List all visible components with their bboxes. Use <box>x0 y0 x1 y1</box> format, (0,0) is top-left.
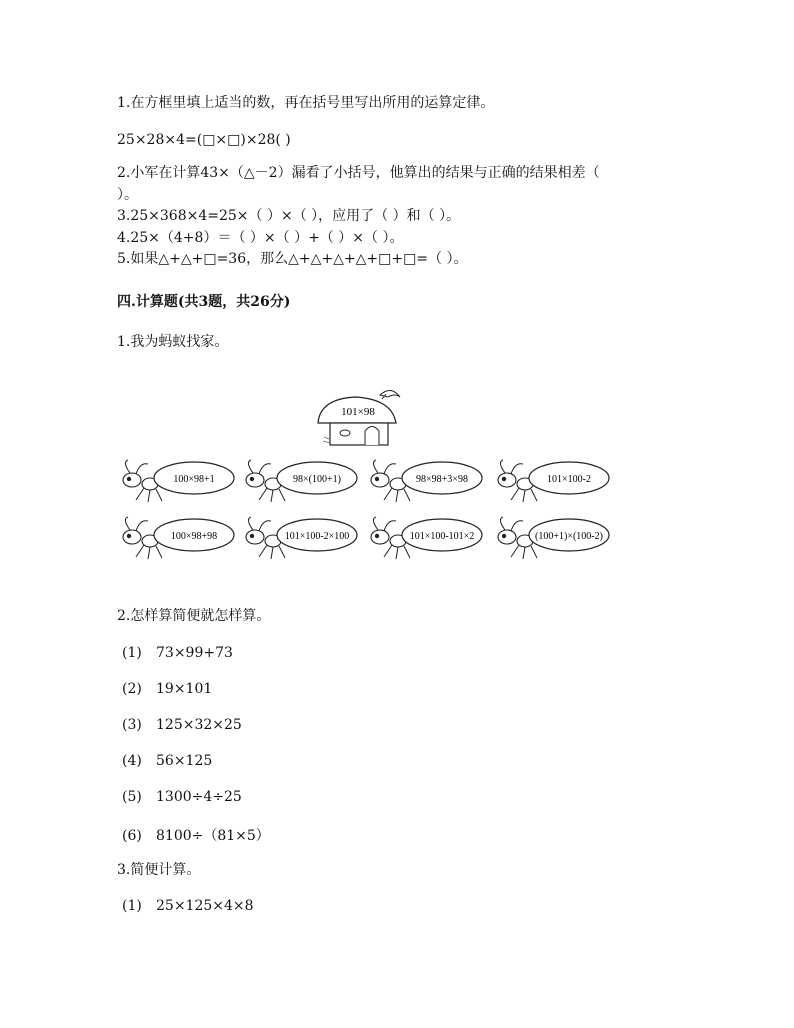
calc-item <box>122 681 212 697</box>
item-number: (1) <box>122 645 142 661</box>
calc-question-3-title: 3.简便计算。 <box>117 862 201 878</box>
calc-item <box>122 645 233 661</box>
ant-figure <box>246 517 357 559</box>
calc-item <box>122 753 212 769</box>
item-number: (2) <box>122 681 142 697</box>
item-number: (1) <box>122 898 142 914</box>
question-3-text: 3.25×368×4=25×（ ）×（ ），应用了（ ）和（ ）。 <box>117 208 461 224</box>
ant-expression: (100+1)×(100-2) <box>535 531 603 542</box>
ant-expression: 98×(100+1) <box>293 474 341 485</box>
item-expression: 73×99+73 <box>156 645 233 661</box>
item-number: (6) <box>122 828 142 844</box>
question-2-text: 2.小军在计算43×（△－2）漏看了小括号，他算出的结果与正确的结果相差（ <box>117 165 600 181</box>
question-1-instruction: 1.在方框里填上适当的数，再在括号里写出所用的运算定律。 <box>117 95 495 111</box>
item-number: (5) <box>122 789 142 805</box>
ant-figure <box>371 517 482 559</box>
ant-figure <box>498 517 609 559</box>
question-1-equation: 25×28×4=(□×□)×28( ) <box>117 132 291 148</box>
calc-item <box>122 825 270 845</box>
ant-figure <box>371 460 482 502</box>
item-number: (4) <box>122 753 142 769</box>
mushroom-house-icon <box>318 390 400 445</box>
calc-question-2-title: 2.怎样算简便就怎样算。 <box>117 608 271 624</box>
item-number: (3) <box>122 717 142 733</box>
ant-figure <box>498 460 609 502</box>
item-expression: 19×101 <box>156 681 213 697</box>
calc-item <box>122 789 242 805</box>
ant-house-figure <box>110 385 640 580</box>
ant-expression: 100×98+1 <box>173 474 215 485</box>
item-expression: 125×32×25 <box>156 717 242 733</box>
ant-expression: 101×100-2×100 <box>284 531 350 542</box>
item-expression: 56×125 <box>156 753 213 769</box>
ant-expression: 101×100-101×2 <box>409 531 475 542</box>
ant-expression: 98×98+3×98 <box>416 474 468 485</box>
ant-expression: 100×98+98 <box>170 531 218 542</box>
calc-question-1-title: 1.我为蚂蚁找家。 <box>117 334 229 350</box>
section-heading: 四.计算题(共3题，共26分) <box>117 294 291 310</box>
ant-figure <box>123 517 234 559</box>
ant-figure <box>123 460 234 502</box>
ant-figure <box>246 460 357 502</box>
question-2-text-continued: ）。 <box>117 187 138 203</box>
item-expression: 25×125×4×8 <box>156 898 254 914</box>
question-4-text: 4.25×（4+8）＝（ ）×（ ）+（ ）×（ ）。 <box>117 230 404 246</box>
calc-item <box>122 717 242 733</box>
ant-expression: 101×100-2 <box>547 474 591 485</box>
question-5-text: 5.如果△+△+□=36，那么△+△+△+△+□+□=（ ）。 <box>117 251 468 267</box>
item-expression: 8100÷（81×5） <box>156 828 270 844</box>
house-label: 101×98 <box>341 406 375 418</box>
calc-item <box>122 898 254 914</box>
item-expression: 1300÷4÷25 <box>156 789 242 805</box>
